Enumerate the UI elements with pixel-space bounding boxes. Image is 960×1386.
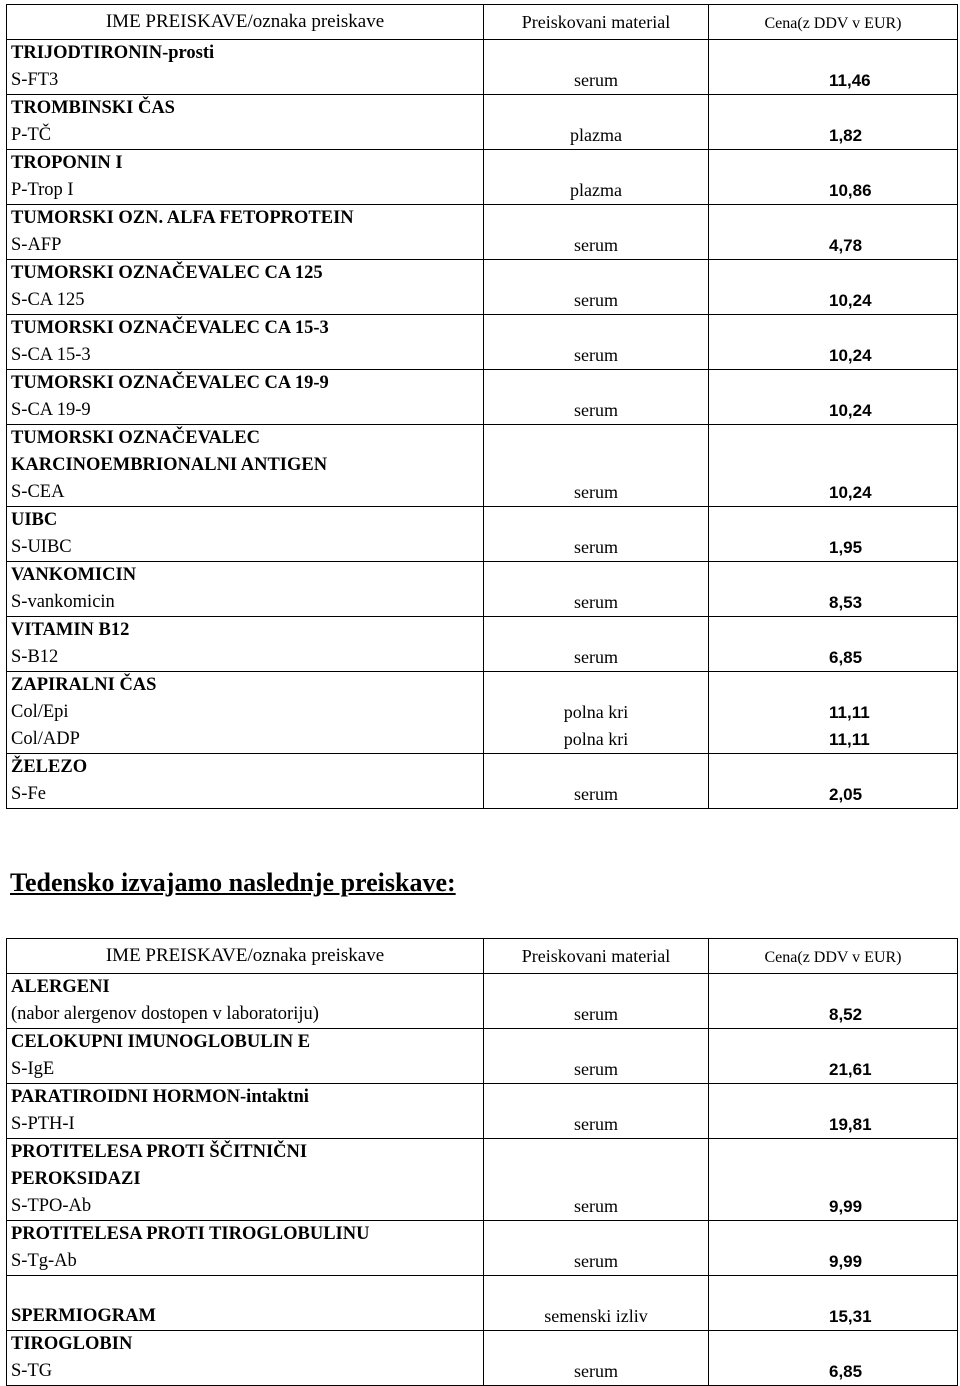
- material-value: serum: [574, 1251, 618, 1271]
- test-name-cell: [7, 507, 484, 562]
- table-body: [7, 974, 958, 1386]
- test-title: TUMORSKI OZNAČEVALEC CA 125: [11, 263, 323, 283]
- test-title: TUMORSKI OZN. ALFA FETOPROTEIN: [11, 208, 354, 228]
- price-cell: [709, 315, 958, 370]
- table-row: [7, 754, 958, 809]
- test-title: UIBC: [11, 510, 58, 530]
- test-name-cell: [7, 1139, 484, 1221]
- material-value: serum: [574, 537, 618, 557]
- table-body: [7, 40, 958, 809]
- table-row: [7, 507, 958, 562]
- material-value: serum: [574, 1004, 618, 1024]
- test-name-cell: [7, 95, 484, 150]
- test-name-cell: [7, 150, 484, 205]
- test-code: SPERMIOGRAM: [11, 1306, 156, 1326]
- price-cell: [709, 260, 958, 315]
- material-cell: [484, 1221, 709, 1276]
- test-title-cont: PEROKSIDAZI: [11, 1169, 141, 1189]
- test-name-cell: [7, 40, 484, 95]
- section-title: Tedensko izvajamo naslednje preiskave:: [10, 868, 456, 897]
- test-code: P-Trop I: [11, 180, 74, 200]
- test-name-cell: [7, 1221, 484, 1276]
- test-title: VITAMIN B12: [11, 620, 130, 640]
- test-title: TUMORSKI OZNAČEVALEC CA 15-3: [11, 318, 329, 338]
- test-name-cell: [7, 1276, 484, 1331]
- test-code: S-Fe: [11, 784, 46, 804]
- test-name-cell: [7, 370, 484, 425]
- price-value: 6,85: [829, 648, 863, 667]
- material-value: plazma: [570, 125, 622, 145]
- price-cell: [709, 672, 958, 754]
- material-value: serum: [574, 1361, 618, 1381]
- table-row: [7, 672, 958, 754]
- test-name-cell: [7, 1331, 484, 1386]
- material-cell: [484, 1029, 709, 1084]
- price-cell: [709, 205, 958, 260]
- test-title: TRIJODTIRONIN-prosti: [11, 43, 215, 63]
- price-cell: [709, 425, 958, 507]
- test-code: Col/ADP: [11, 729, 80, 749]
- price-value: 1,82: [829, 126, 863, 145]
- material-cell: [484, 95, 709, 150]
- material-cell: [484, 754, 709, 809]
- price-cell: [709, 617, 958, 672]
- price-value: 8,52: [829, 1005, 863, 1024]
- material-value: serum: [574, 784, 618, 804]
- table-row: [7, 562, 958, 617]
- price-value: 6,85: [829, 1362, 863, 1381]
- test-code: (nabor alergenov dostopen v laboratoriju): [11, 1004, 319, 1024]
- test-title: ALERGENI: [11, 977, 110, 997]
- material-value: serum: [574, 592, 618, 612]
- material-value: serum: [574, 1059, 618, 1079]
- price-table-daily: [6, 4, 958, 809]
- price-cell: [709, 507, 958, 562]
- test-title: PROTITELESA PROTI TIROGLOBULINU: [11, 1224, 370, 1244]
- test-title: PROTITELESA PROTI ŠČITNIČNI: [11, 1142, 308, 1162]
- price-cell: [709, 1331, 958, 1386]
- material-cell: [484, 40, 709, 95]
- test-code: S-B12: [11, 647, 59, 667]
- price-cell: [709, 1029, 958, 1084]
- header-material: Preiskovani material: [484, 939, 709, 974]
- material-value: semenski izliv: [544, 1306, 648, 1326]
- price-value: 10,24: [829, 291, 872, 310]
- test-code: S-CA 19-9: [11, 400, 91, 420]
- material-value: serum: [574, 647, 618, 667]
- test-title: TUMORSKI OZNAČEVALEC: [11, 428, 260, 448]
- material-cell: [484, 507, 709, 562]
- table-row: [7, 260, 958, 315]
- test-code: S-CA 125: [11, 290, 85, 310]
- table-row: [7, 1139, 958, 1221]
- price-value: 19,81: [829, 1115, 872, 1134]
- price-cell: [709, 95, 958, 150]
- material-value: serum: [574, 1114, 618, 1134]
- test-title: PARATIROIDNI HORMON-intaktni: [11, 1087, 309, 1107]
- test-code: S-CEA: [11, 482, 65, 502]
- price-cell: [709, 562, 958, 617]
- material-value: serum: [574, 400, 618, 420]
- material-value: serum: [574, 290, 618, 310]
- material-cell: [484, 672, 709, 754]
- price-cell: [709, 40, 958, 95]
- table-row: [7, 370, 958, 425]
- table-row: [7, 40, 958, 95]
- material-cell: [484, 1084, 709, 1139]
- price-cell: [709, 370, 958, 425]
- table-row: [7, 1221, 958, 1276]
- price-value: 15,31: [829, 1307, 872, 1326]
- price-cell: [709, 754, 958, 809]
- price-value: 4,78: [829, 236, 863, 255]
- price-value: 21,61: [829, 1060, 872, 1079]
- table-row: [7, 974, 958, 1029]
- header-name: IME PREISKAVE/oznaka preiskave: [7, 939, 484, 974]
- test-code: S-TG: [11, 1361, 53, 1381]
- table-row: [7, 150, 958, 205]
- test-code: P-TČ: [11, 125, 52, 145]
- test-name-cell: [7, 974, 484, 1029]
- table-header-row: [7, 939, 958, 974]
- table-row: [7, 1276, 958, 1331]
- price-value: 10,24: [829, 401, 872, 420]
- table-row: [7, 315, 958, 370]
- test-title: TUMORSKI OZNAČEVALEC CA 19-9: [11, 373, 329, 393]
- test-name-cell: [7, 425, 484, 507]
- test-title: TROPONIN I: [11, 153, 123, 173]
- material-cell: [484, 1331, 709, 1386]
- material-cell: [484, 425, 709, 507]
- test-name-cell: [7, 205, 484, 260]
- test-code: S-CA 15-3: [11, 345, 91, 365]
- material-cell: [484, 1139, 709, 1221]
- test-name-cell: [7, 1084, 484, 1139]
- test-title: ŽELEZO: [11, 757, 88, 777]
- price-value: 9,99: [829, 1252, 863, 1271]
- test-title: VANKOMICIN: [11, 565, 137, 585]
- header-name: IME PREISKAVE/oznaka preiskave: [7, 5, 484, 40]
- header-price: Cena(z DDV v EUR): [709, 939, 958, 974]
- material-value: serum: [574, 345, 618, 365]
- table-row: [7, 205, 958, 260]
- table-header-row: [7, 5, 958, 40]
- price-cell: [709, 1221, 958, 1276]
- price-cell: [709, 1084, 958, 1139]
- price-value: 11,46: [829, 71, 871, 90]
- table-row: [7, 1029, 958, 1084]
- price-value: 11,11: [829, 703, 870, 722]
- price-value: 10,24: [829, 483, 872, 502]
- price-cell: [709, 150, 958, 205]
- test-name-cell: [7, 617, 484, 672]
- material-cell: [484, 617, 709, 672]
- test-code: S-AFP: [11, 235, 62, 255]
- blank-line: [11, 1276, 479, 1303]
- material-cell: [484, 150, 709, 205]
- test-name-cell: [7, 1029, 484, 1084]
- table-row: [7, 617, 958, 672]
- material-cell: [484, 260, 709, 315]
- test-name-cell: [7, 260, 484, 315]
- material-value: serum: [574, 482, 618, 502]
- test-name-cell: [7, 562, 484, 617]
- material-cell: [484, 205, 709, 260]
- price-value: 8,53: [829, 593, 863, 612]
- price-value: 9,99: [829, 1197, 863, 1216]
- material-value: polna kri: [563, 729, 629, 749]
- material-value: plazma: [570, 180, 622, 200]
- test-code: S-IgE: [11, 1059, 55, 1079]
- material-value: serum: [574, 1196, 618, 1216]
- test-code: S-PTH-I: [11, 1114, 75, 1134]
- test-name-cell: [7, 754, 484, 809]
- header-material: Preiskovani material: [484, 5, 709, 40]
- material-cell: [484, 974, 709, 1029]
- price-value: 10,24: [829, 346, 872, 365]
- table-row: [7, 95, 958, 150]
- price-cell: [709, 1139, 958, 1221]
- price-value: 10,86: [829, 181, 872, 200]
- material-cell: [484, 562, 709, 617]
- price-value: 2,05: [829, 785, 863, 804]
- test-code: S-vankomicin: [11, 592, 115, 612]
- test-title: TROMBINSKI ČAS: [11, 98, 175, 118]
- table-row: [7, 1084, 958, 1139]
- header-price: Cena(z DDV v EUR): [709, 5, 958, 40]
- test-title: TIROGLOBIN: [11, 1334, 133, 1354]
- price-cell: [709, 1276, 958, 1331]
- material-cell: [484, 1276, 709, 1331]
- test-name-cell: [7, 315, 484, 370]
- price-value: 11,11: [829, 730, 870, 749]
- material-value: polna kri: [563, 702, 629, 722]
- material-value: serum: [574, 70, 618, 90]
- price-value: 1,95: [829, 538, 863, 557]
- material-cell: [484, 315, 709, 370]
- test-code: S-TPO-Ab: [11, 1196, 92, 1216]
- table-row: [7, 425, 958, 507]
- test-title-cont: KARCINOEMBRIONALNI ANTIGEN: [11, 455, 328, 475]
- test-name-cell: [7, 672, 484, 754]
- test-title: CELOKUPNI IMUNOGLOBULIN E: [11, 1032, 311, 1052]
- table-row: [7, 1331, 958, 1386]
- price-table-weekly: [6, 938, 958, 1386]
- test-code: S-UIBC: [11, 537, 72, 557]
- price-cell: [709, 974, 958, 1029]
- test-title: ZAPIRALNI ČAS: [11, 675, 157, 695]
- test-code: S-Tg-Ab: [11, 1251, 77, 1271]
- test-code: S-FT3: [11, 70, 59, 90]
- material-value: serum: [574, 235, 618, 255]
- material-cell: [484, 370, 709, 425]
- test-code: Col/Epi: [11, 702, 69, 722]
